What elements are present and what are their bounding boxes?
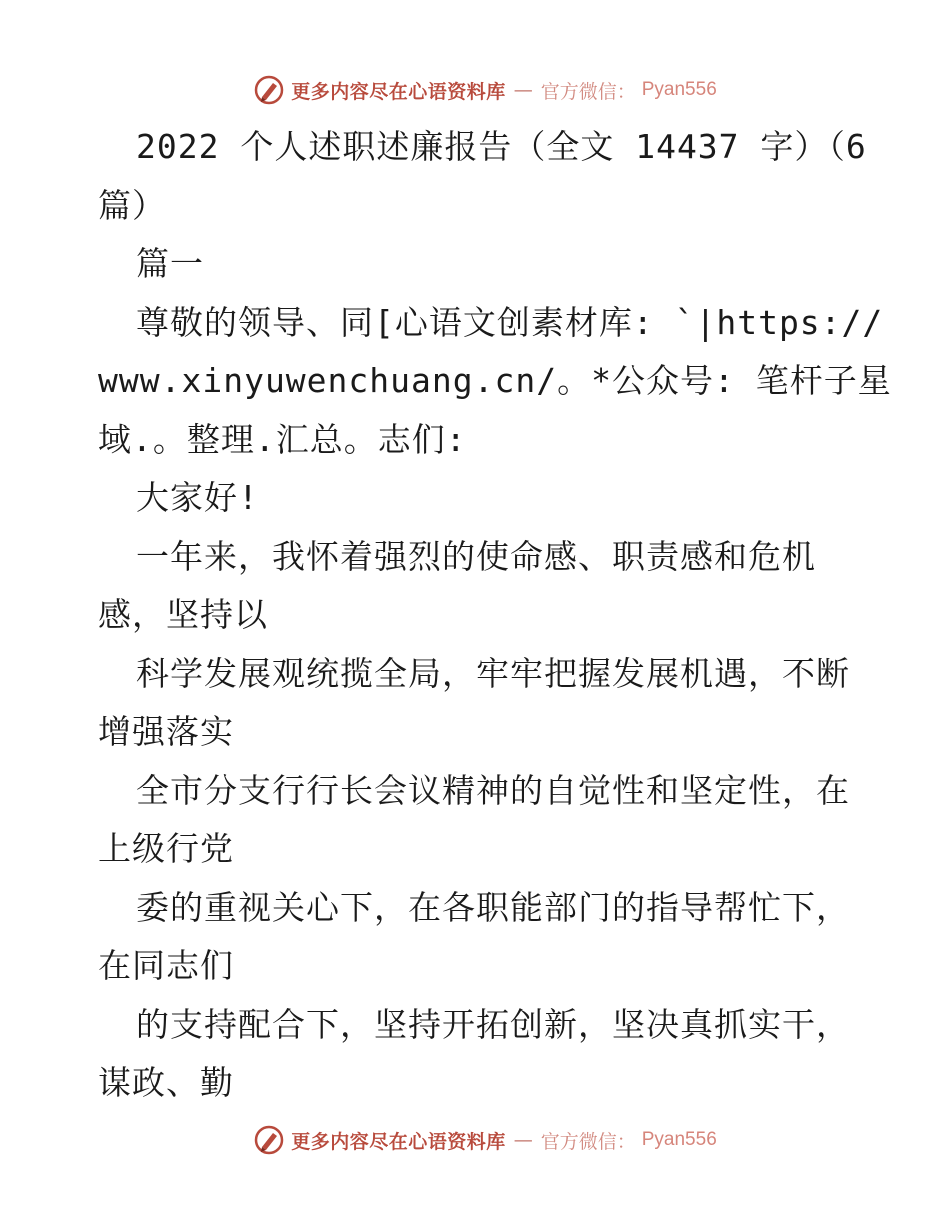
text-line: 谋政、勤 [98,1063,234,1102]
text-line: 增强落实 [98,712,234,751]
text-line: 的支持配合下，坚持开拓创新，坚决真抓实干， [136,1004,850,1044]
text-line: 在同志们 [98,946,234,985]
banner-main-text: 更多内容尽在心语资料库 [291,1130,506,1153]
text-line: 上级行党 [98,829,234,868]
text-line: 全市分支行行长会议精神的自觉性和坚定性，在 [136,770,850,810]
section-heading: 篇一 [136,244,204,283]
document-title-line-2: 篇） [98,185,166,225]
text-line: www.xinyuwenchuang.cn/。*公众号: 笔杆子星 [98,361,892,400]
footer-watermark-banner [0,1120,950,1160]
banner-wechat-id: Pyan556 [641,79,717,100]
pen-logo-icon [253,74,285,106]
document-body [98,118,892,1113]
document-title-line-1: 2022 个人述职述廉报告（全文 14437 字）（6 [136,127,867,166]
header-watermark-banner [0,70,950,110]
banner-wechat-id: Pyan556 [641,1129,717,1150]
text-line: 感，坚持以 [98,595,268,634]
banner-wechat-label: 官方微信： [540,1130,636,1153]
banner-wechat-label: 官方微信： [540,80,636,103]
text-line: 大家好! [136,478,259,517]
banner-dash: — [513,79,533,101]
banner-main-text: 更多内容尽在心语资料库 [291,80,506,103]
text-line: 科学发展观统揽全局，牢牢把握发展机遇，不断 [136,653,850,693]
pen-logo-icon [253,1124,285,1156]
text-line: 尊敬的领导、同[心语文创素材库: `|https:// [136,302,884,342]
banner-dash: — [513,1129,533,1151]
text-line: 域.。整理.汇总。志们: [98,419,467,459]
text-line: 委的重视关心下，在各职能部门的指导帮忙下， [136,887,850,927]
text-line: 一年来，我怀着强烈的使命感、职责感和危机 [136,536,816,576]
